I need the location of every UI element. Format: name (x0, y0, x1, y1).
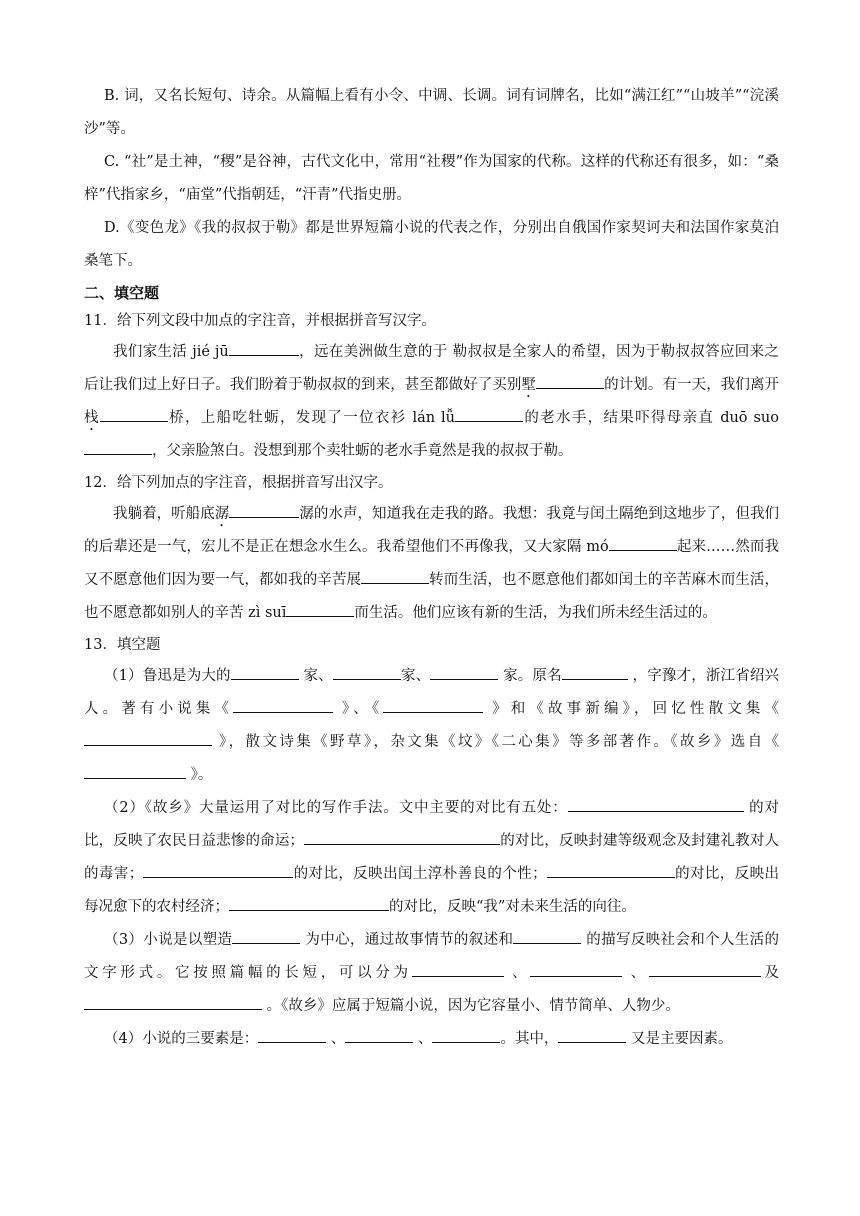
dotted-char: 墅 (521, 377, 537, 393)
q11-blank-3[interactable] (100, 406, 168, 422)
q13-blank[interactable] (231, 664, 299, 680)
q13-blank[interactable] (562, 664, 628, 680)
q11-blank-1[interactable] (229, 340, 299, 356)
q12-blank-4[interactable] (286, 601, 354, 617)
q13-blank[interactable] (232, 928, 300, 944)
q13-blank[interactable] (558, 1027, 626, 1043)
q12-blank-3[interactable] (361, 568, 429, 584)
q13-blank[interactable] (530, 961, 622, 977)
q13-title: 13．填空题 (84, 637, 161, 653)
q13-part-4: （4）小说的三要素是： 、 、 。其中， 又是主要因素。 (84, 1023, 779, 1056)
option-c: C. “社”是土神，“稷”是谷神，古代文化中，常用“社稷”作为国家的代称。这样的代称还有很多，如：“桑梓”代指家乡，“庙堂”代指朝廷，“汗青”代指史册。 (84, 154, 779, 203)
q11-passage: 我们家生活 jié jū ，远在美洲做生意的于 勒叔叔是全家人的希望，因为于勒叔叔答应回来之后让我们过上好日子。我们盼着于勒叔叔的到来，甚至都做好了买别墅 的计划。有一天，我们离开栈 桥，上船吃牡蛎，发现了一位衣衫 lán lǚ 的老水手，结果吓得母亲直 duō suo，父亲脸煞白。没想到那个卖牡蛎的老水手竟然是我的叔叔于勒。 (84, 336, 779, 468)
q13-blank[interactable] (649, 961, 761, 977)
q13-blank[interactable] (432, 1027, 500, 1043)
q13-part-3: （3）小说是以塑造 为中心，通过故事情节的叙述和 的描写反映社会和个人生活的文字形式。它按照篇幅的长短，可以分为 、 、 及 。《故乡》应属于短篇小说，因为它容量小、情节简单、人物少。 (84, 924, 779, 1023)
q11-blank-5[interactable] (84, 439, 152, 455)
q11-blank-4[interactable] (455, 406, 523, 422)
q11-title: 11．给下列文段中加点的字注音，并根据拼音写汉字。 (84, 313, 436, 329)
worksheet-page (84, 80, 779, 1056)
q13-blank[interactable] (304, 829, 500, 845)
q13-part-1: （1）鲁迅是为大的 家、 家、 家。原名 ，字豫才，浙江省绍兴人。著有小说集《 》、《 》和《故事新编》，回忆性散文集《 》，散文诗集《野草》，杂文集《坟》《二心集》等多部著作。《故乡》选自《 》。 (84, 660, 779, 792)
q13-blank[interactable] (143, 862, 293, 878)
q13-blank[interactable] (547, 862, 675, 878)
q13-blank[interactable] (84, 763, 186, 779)
q11-blank-2[interactable] (536, 373, 604, 389)
q13-blank[interactable] (258, 1027, 326, 1043)
q13-blank[interactable] (233, 697, 333, 713)
q13-blank[interactable] (383, 697, 483, 713)
q13-blank[interactable] (84, 994, 262, 1010)
q13-blank[interactable] (229, 895, 389, 911)
q13-blank[interactable] (345, 1027, 413, 1043)
q12-title: 12．给下列加点的字注音，根据拼音写出汉字。 (84, 475, 393, 491)
q13-blank[interactable] (412, 961, 504, 977)
dotted-char: 潺 (214, 506, 230, 522)
q13-blank[interactable] (430, 664, 498, 680)
q13-blank[interactable] (513, 928, 581, 944)
q13-part-2: （2）《故乡》大量运用了对比的写作手法。文中主要的对比有五处： 的对比，反映了农民日益悲惨的命运； 的对比，反映封建等级观念及封建礼教对人的毒害； 的对比，反映出闰土淳朴善良的个性； 的对比，反映出每况愈下的农村经济； 的对比，反映“我”对未来生活的向往。 (84, 792, 779, 924)
dotted-char: 栈 (84, 410, 100, 426)
q12-passage: 我躺着，听船底潺 潺的水声，知道我在走我的路。我想：我竟与闰土隔绝到这地步了，但我们的后辈还是一气，宏儿不是正在想念水生么。我希望他们不再像我，又大家隔 mó 起来……然而我又不愿意他们因为要一气，都如我的辛苦展 转而生活，也不愿意他们都如闰土的辛苦麻木而生活，也不愿意都如别人的辛苦 zì suī 而生活。他们应该有新的生活，为我们所未经生活过的。 (84, 498, 779, 630)
q12-blank-2[interactable] (609, 535, 677, 551)
section-heading: 二、填空题 (84, 284, 160, 302)
q13-blank[interactable] (333, 664, 401, 680)
option-b: B. 词，又名长短句、诗余。从篇幅上看有小令、中调、长调。词有词牌名，比如“满江红”“山坡羊”“浣溪沙”等。 (84, 88, 779, 137)
q12-blank-1[interactable] (229, 502, 299, 518)
option-d: D.《变色龙》《我的叔叔于勒》都是世界短篇小说的代表之作，分别出自俄国作家契诃夫和法国作家莫泊桑笔下。 (84, 220, 779, 269)
q13-blank[interactable] (568, 796, 744, 812)
q13-blank[interactable] (84, 730, 212, 746)
